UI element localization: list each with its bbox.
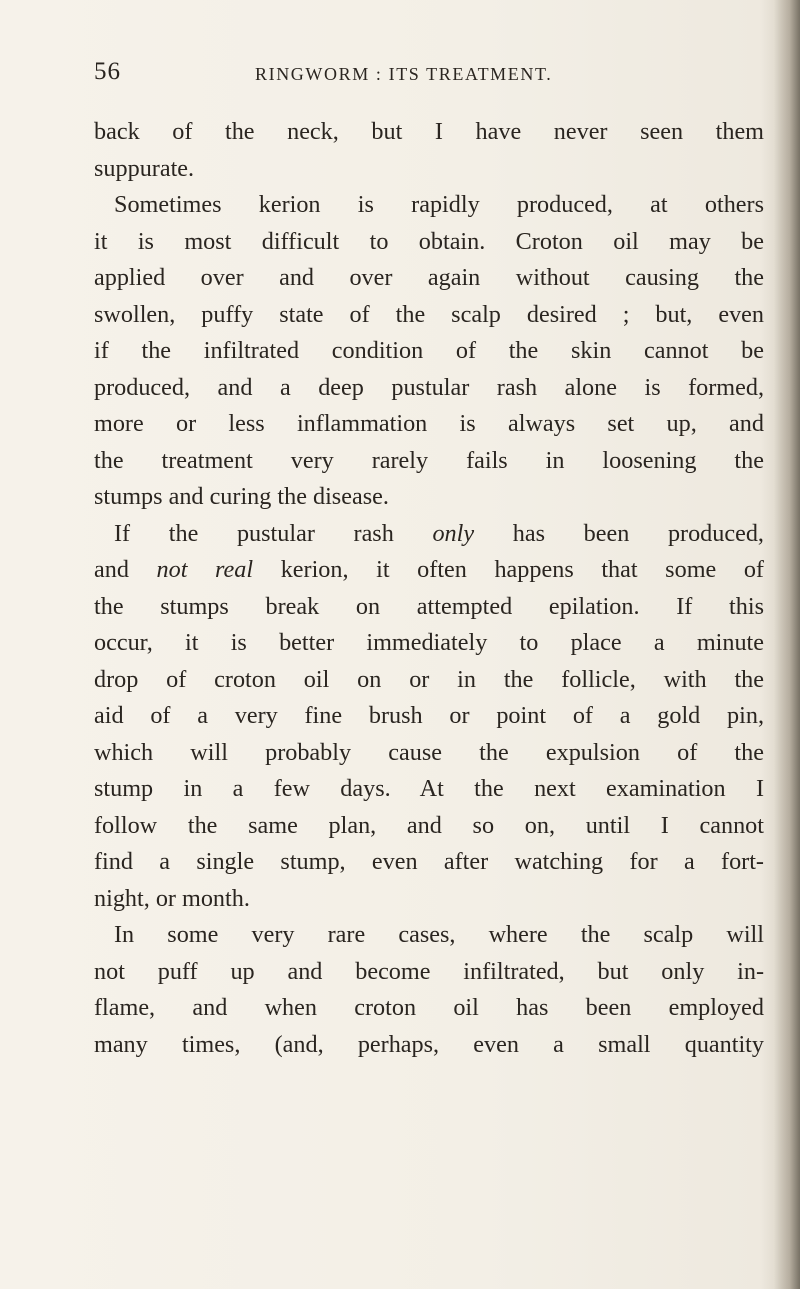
body-text <box>94 114 764 1063</box>
text-segment: the treatment very rarely fails in loosening the <box>94 446 764 474</box>
text-line <box>94 297 764 334</box>
text-line <box>94 881 764 918</box>
text-segment: follow the same plan, and so on, until I cannot <box>94 811 764 839</box>
text-line <box>94 808 764 845</box>
text-line <box>94 990 764 1027</box>
text-segment: it is most difficult to obtain. Croton oil may be <box>94 227 764 255</box>
text-segment: back of the neck, but I have never seen them <box>94 118 764 145</box>
text-segment: not puff up and become infiltrated, but only in- <box>94 957 764 985</box>
text-line <box>94 844 764 881</box>
text-line <box>94 698 764 735</box>
text-line <box>94 443 764 480</box>
text-segment: and <box>94 556 157 583</box>
italic-emphasis: only <box>432 519 475 547</box>
page-number: 56 <box>94 58 121 85</box>
text-segment: many times, (and, perhaps, even a small quantity <box>94 1030 764 1058</box>
text-segment: Sometimes kerion is rapidly produced, at others <box>114 191 764 218</box>
text-line <box>94 260 764 297</box>
text-segment: swollen, puffy state of the scalp desired ; but, even <box>94 300 764 328</box>
text-segment: In some very rare cases, where the scalp will <box>114 921 764 948</box>
text-line <box>94 479 764 516</box>
text-segment: find a single stump, even after watching for a fort- <box>94 848 764 875</box>
text-line <box>94 1027 764 1064</box>
text-line <box>94 333 764 370</box>
running-head: RINGWORM : ITS TREATMENT. <box>255 64 553 84</box>
text-segment: flame, and when croton oil has been employed <box>94 994 764 1021</box>
text-segment: applied over and over again without causing the <box>94 264 764 291</box>
text-line <box>94 187 764 224</box>
text-segment: drop of croton oil on or in the follicle, with the <box>94 665 764 693</box>
text-segment: stump in a few days. At the next examination I <box>94 775 764 802</box>
text-line <box>94 589 764 626</box>
text-segment: produced, and a deep pustular rash alone is formed, <box>94 373 764 401</box>
text-segment: if the infiltrated condition of the skin cannot be <box>94 337 764 364</box>
text-line <box>94 917 764 954</box>
text-segment: aid of a very fine brush or point of a gold pin, <box>94 702 764 729</box>
text-segment: suppurate. <box>94 154 195 182</box>
text-segment: more or less inflammation is always set up, and <box>94 410 764 437</box>
text-segment: If the pustular rash <box>114 519 433 547</box>
text-segment: which will probably cause the expulsion of the <box>94 738 764 766</box>
text-line <box>94 954 764 991</box>
text-segment: night, or month. <box>94 884 250 912</box>
page-gutter-shadow <box>774 0 800 1289</box>
text-segment: occur, it is better immediately to place a minute <box>94 629 764 656</box>
text-line <box>94 224 764 261</box>
text-line <box>94 625 764 662</box>
text-segment: kerion, it often happens that some of <box>253 556 764 583</box>
text-segment: stumps and curing the disease. <box>94 483 389 510</box>
text-segment: the stumps break on attempted epilation. If this <box>94 592 764 620</box>
text-line <box>94 552 764 589</box>
text-segment: has been produced, <box>474 519 764 547</box>
text-line <box>94 114 764 151</box>
text-line <box>94 370 764 407</box>
text-line <box>94 662 764 699</box>
text-line <box>94 516 764 553</box>
italic-emphasis: not real <box>156 556 254 583</box>
text-line <box>94 151 764 188</box>
text-line <box>94 406 764 443</box>
text-line <box>94 771 764 808</box>
text-line <box>94 735 764 772</box>
page-header <box>94 58 764 88</box>
